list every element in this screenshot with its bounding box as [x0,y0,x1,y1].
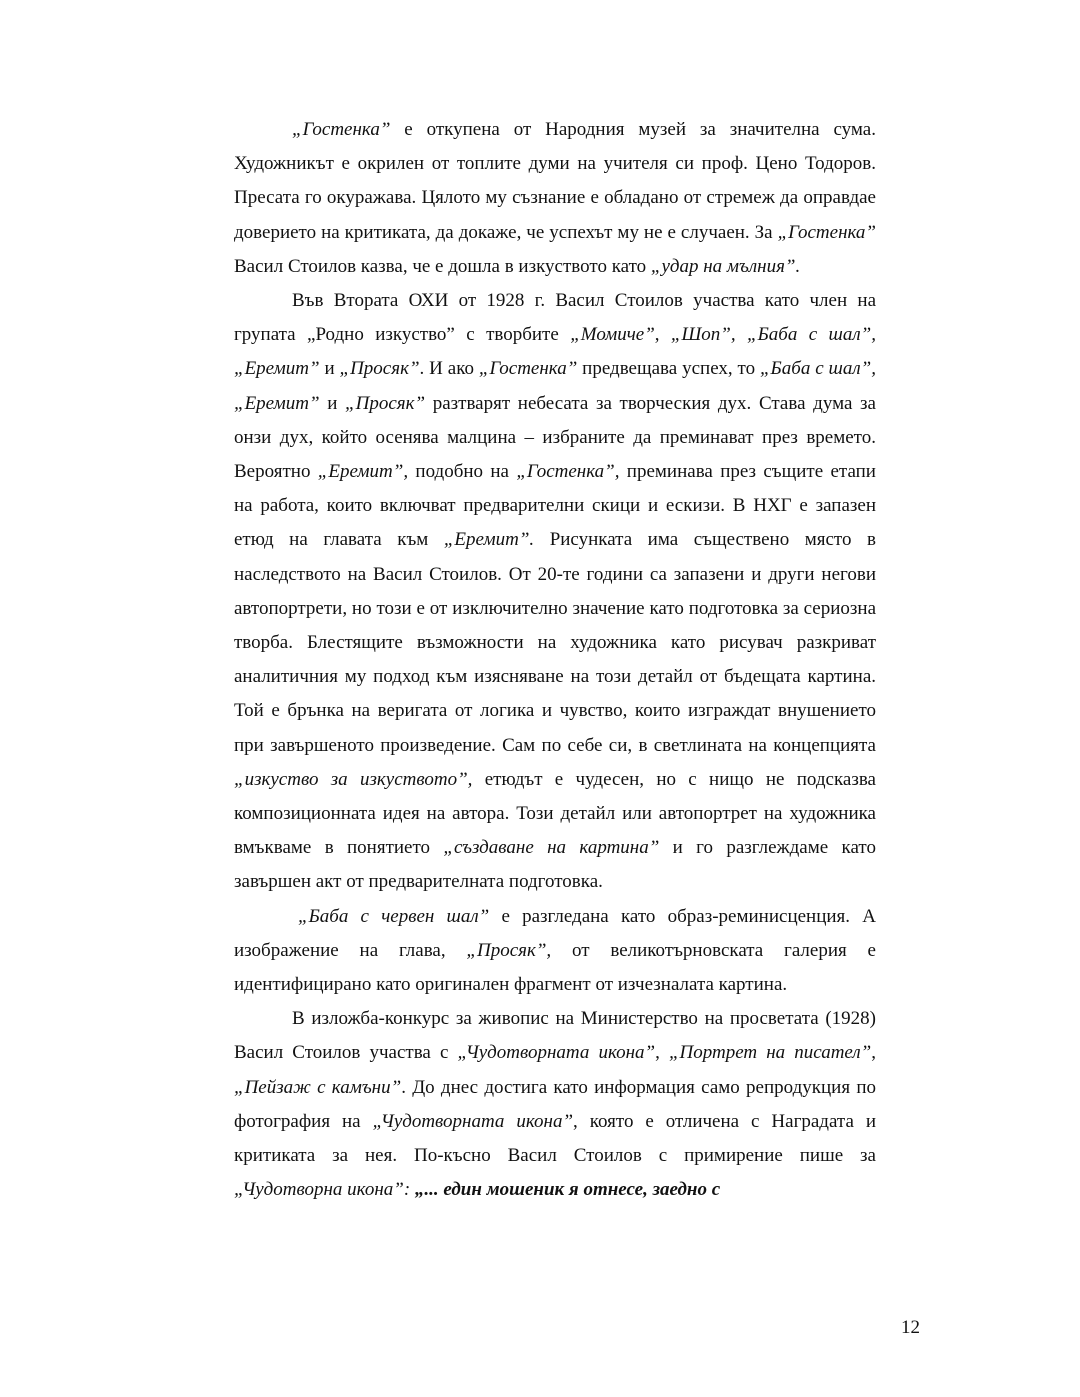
text-run: преминава през същите етапи на работа, които включват предварителни скици и ескизи. В НХГ е запазен етюд на главата към [234,461,876,551]
italic-title-run: „Чудотворната икона” [457,1042,656,1064]
text-run: предвещава успех, то [577,358,760,380]
italic-title-run: „Гостенка” [777,221,876,243]
text-run: е разгледана като образ-реминисценция. А изображение на глава, [234,905,876,961]
text-run: и [319,358,340,380]
italic-title-run: „Еремит”, [317,461,409,483]
text-run: Васил Стоилов казва, че е дошла в изкуството като [234,255,651,277]
text-run: В изложба-конкурс за живопис на Министерство на просветата (1928) Васил Стоилов участва с [234,1008,876,1064]
paragraph [234,284,876,900]
body-text [234,113,876,1208]
italic-title-run: „създаване на картина” [443,837,660,859]
text-run: Във Втората ОХИ от 1928 г. Васил Стоилов участва като член на групата „Родно изкуство” с творбите [234,290,876,346]
italic-title-run: „Еремит”. [443,529,535,551]
page-number: 12 [901,1317,920,1338]
text-run: и го разглеждаме като завършен акт от предварителната подготовка. [234,837,876,893]
text-run: етюдът е чудесен, но с нищо не подсказва композиционната идея на автора. Този детайл или автопортрет на художника вмъкваме в понятието [234,768,876,859]
text-run: , която е отличена с Наградата и критиката за нея. По-късно Васил Стоилов с примирение пише за [234,1110,876,1167]
text-run: . До днес достига като информация само репродукция по фотография на [234,1076,877,1132]
italic-title-run: „Баба с червен шал” [298,905,490,927]
italic-title-run: „Просяк” [345,392,426,414]
text-run: разтварят небесата за творческия дух. Става дума за онзи дух, който осенява малцина – избраните да преминават през времето. Вероятно [234,392,876,483]
italic-title-run: „Гостенка” [478,358,578,380]
text-run: , [871,1042,876,1064]
text-run: от великотърновската галерия е идентифицирано като оригинален фрагмент от изчезналата картина. [234,939,876,996]
italic-title-run: „Чудотворната икона” [372,1110,574,1132]
paragraph [234,113,876,284]
italic-title-run: „Шоп”, „Баба с шал”, „Еремит” [234,324,876,380]
italic-title-run: „удар на мълния”. [650,255,801,277]
italic-title-run: „Портрет на писател” [668,1042,872,1064]
bold-italic-quote-run: „... един мошеник я отнесе, заедно с [414,1179,721,1201]
italic-title-run: „изкуство за изкуството”, [234,768,473,790]
italic-title-run: „Гостенка”, [516,461,620,483]
italic-title-run: „Просяк”, [466,939,552,961]
text-run: Рисунката има съществено място в наследството на Васил Стоилов. От 20-те години са запазени и други негови автопортрети, но този е от изключително значение като подготовка за сериозна творба. Блестящите възможности на художника като рисувач разкриват аналитичния му подход към изясняване на този детайл от бъдещата картина. Той е брънка на веригата от логика и чувство, които изграждат внушението при завършеното произведение. Сам по себе си, в светлината на концепцията [234,529,877,756]
text-run: , [654,324,671,346]
paragraph [234,900,876,1003]
paragraph [234,1002,876,1207]
italic-title-run: „Пейзаж с камъни” [234,1076,402,1098]
text-run: . И ако [419,358,479,380]
text-run: , [655,1042,669,1064]
text-run: е откупена от Народния музей за значителна сума. Художникът е окрилен от топлите думи на учителя си проф. Цено Тодоров. Пресата го окуражава. Цялото му съзнание е обладано от стремеж да оправдае доверието на критиката, да докаже, че успехът му не е случаен. За [234,119,876,243]
italic-title-run: „Баба с шал”, „Еремит” [234,358,876,414]
italic-title-run: „Чудотворна икона”: [234,1179,411,1201]
italic-title-run: „Момиче” [570,324,655,346]
text-run: и [319,392,346,414]
text-run: подобно на [408,461,517,483]
italic-title-run: „Просяк” [339,358,420,380]
italic-title-run: „Гостенка” [292,119,391,140]
